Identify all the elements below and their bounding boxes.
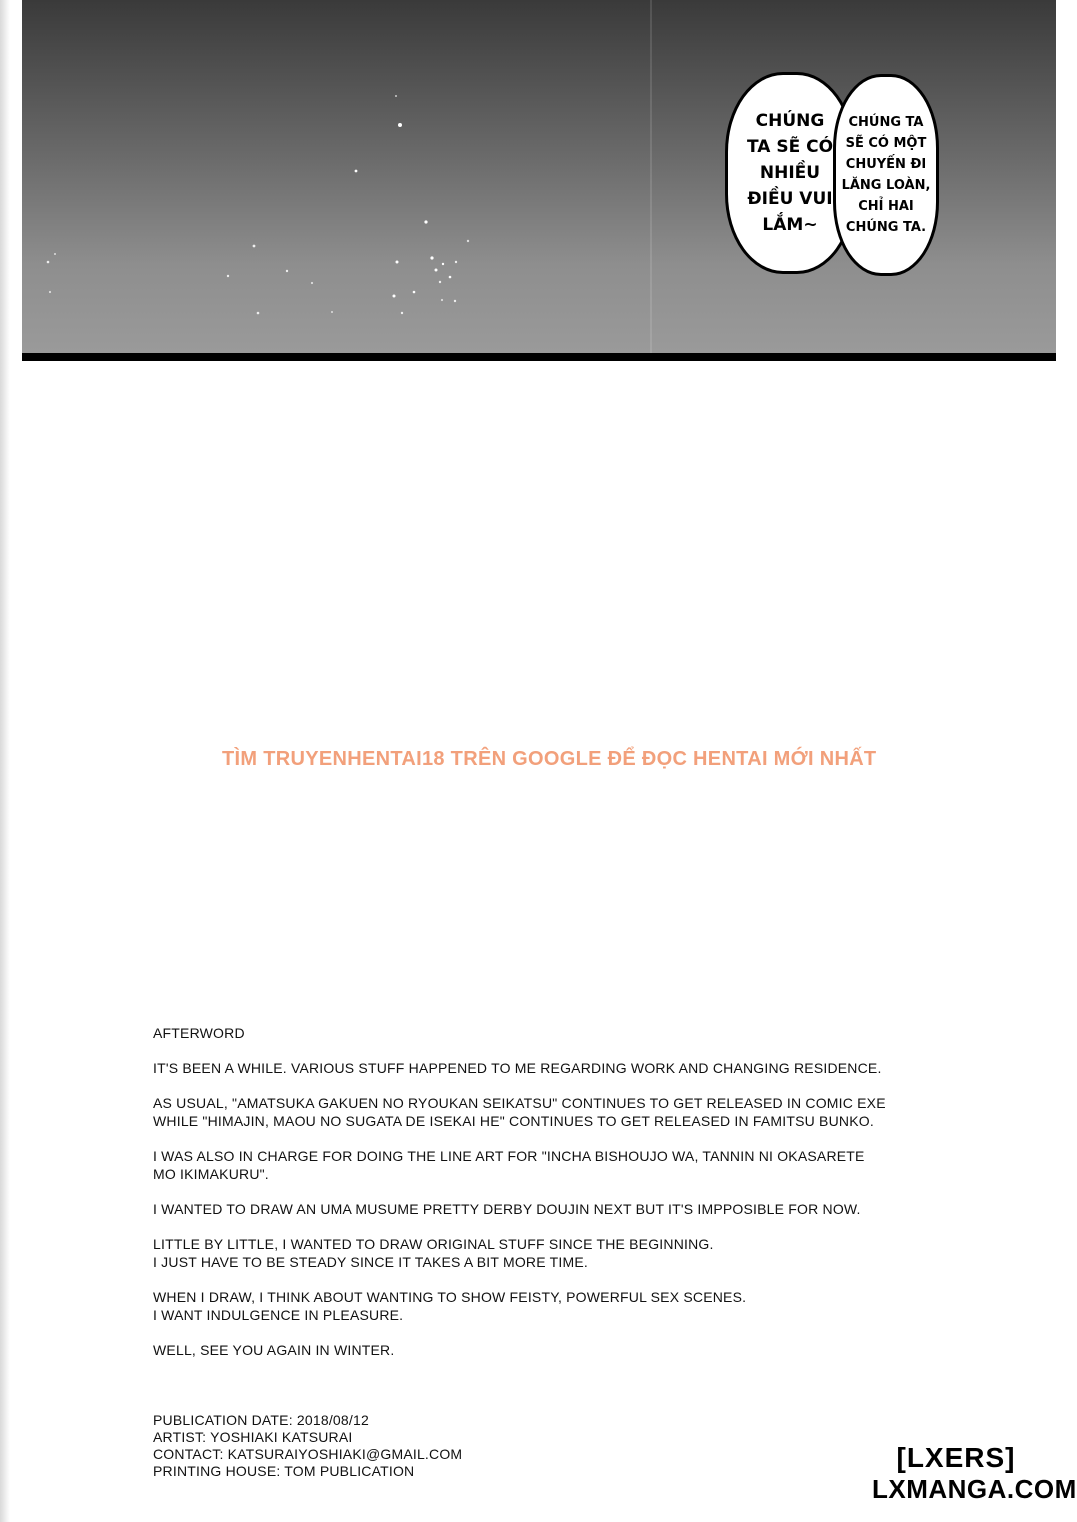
- star: [439, 281, 441, 283]
- artist-credit: ARTIST: YOSHIAKI KATSURAI: [153, 1429, 353, 1445]
- star: [454, 300, 456, 302]
- printing-house: PRINTING HOUSE: TOM PUBLICATION: [153, 1463, 415, 1479]
- star: [424, 220, 427, 223]
- contact-email: CONTACT: KATSURAIYOSHIAKI@GMAIL.COM: [153, 1446, 463, 1462]
- publication-date: PUBLICATION DATE: 2018/08/12: [153, 1412, 369, 1428]
- star: [441, 299, 443, 301]
- star: [257, 312, 260, 315]
- scanlator-site: LXMANGA.COM: [872, 1474, 1077, 1504]
- star: [442, 263, 444, 265]
- star: [395, 95, 397, 97]
- afterword-paragraph: WHEN I DRAW, I THINK ABOUT WANTING TO SHOW FEISTY, POWERFUL SEX SCENES. I WANT INDULGENCE IN PLEASURE.: [153, 1289, 747, 1323]
- star: [49, 291, 51, 293]
- star: [435, 269, 438, 272]
- star: [430, 256, 433, 259]
- page-edge-shadow: [0, 0, 10, 1522]
- afterword-paragraph: LITTLE BY LITTLE, I WANTED TO DRAW ORIGINAL STUFF SINCE THE BEGINNING. I JUST HAVE TO BE STEADY SINCE IT TAKES A BIT MORE TIME.: [153, 1236, 714, 1270]
- afterword-paragraph: IT'S BEEN A WHILE. VARIOUS STUFF HAPPENED TO ME REGARDING WORK AND CHANGING RESIDENCE.: [153, 1060, 882, 1076]
- afterword-paragraph: I WAS ALSO IN CHARGE FOR DOING THE LINE ART FOR "INCHA BISHOUJO WA, TANNIN NI OKASARETE MO IKIMAKURU".: [153, 1148, 865, 1182]
- star: [393, 295, 396, 298]
- star: [355, 170, 358, 173]
- star: [227, 275, 229, 277]
- star: [455, 261, 457, 263]
- site-watermark: TÌM TRUYENHENTAI18 TRÊN GOOGLE ĐỂ ĐỌC HENTAI MỚI NHẤT: [222, 748, 877, 770]
- afterword-paragraph: AS USUAL, "AMATSUKA GAKUEN NO RYOUKAN SEIKATSU" CONTINUES TO GET RELEASED IN COMIC EXE WHILE "HIMAJIN, MAOU NO SUGATA DE ISEKAI HE" CONTINUES TO GET RELEASED IN FAMITSU BUNKO.: [153, 1095, 886, 1129]
- afterword-title: AFTERWORD: [153, 1025, 245, 1041]
- star: [396, 261, 399, 264]
- star: [467, 240, 469, 242]
- colophon: [153, 1412, 462, 1480]
- speech-bubble-text: CHÚNG TA SẼ CÓ MỘT CHUYẾN ĐI LĂNG LOÀN, CHỈ HAI CHÚNG TA.: [841, 115, 931, 235]
- afterword-section: [153, 1024, 913, 1376]
- speech-bubble-text: CHÚNG TA SẼ CÓ NHIỀU ĐIỀU VUI LẮM~: [746, 111, 834, 235]
- afterword-paragraph: I WANTED TO DRAW AN UMA MUSUME PRETTY DERBY DOUJIN NEXT BUT IT'S IMPPOSIBLE FOR NOW.: [153, 1201, 861, 1217]
- star: [253, 245, 256, 248]
- scanlator-group: [LXERS]: [896, 1442, 1016, 1473]
- star: [449, 276, 452, 279]
- star: [401, 312, 403, 314]
- scanlator-logo: [872, 1442, 1077, 1504]
- star: [331, 311, 333, 313]
- star: [398, 123, 402, 127]
- star: [311, 282, 313, 284]
- star: [413, 291, 416, 294]
- speech-bubble-right: [833, 74, 939, 276]
- star: [286, 270, 288, 272]
- star: [47, 261, 50, 264]
- star: [54, 253, 56, 255]
- afterword-paragraph: WELL, SEE YOU AGAIN IN WINTER.: [153, 1342, 395, 1358]
